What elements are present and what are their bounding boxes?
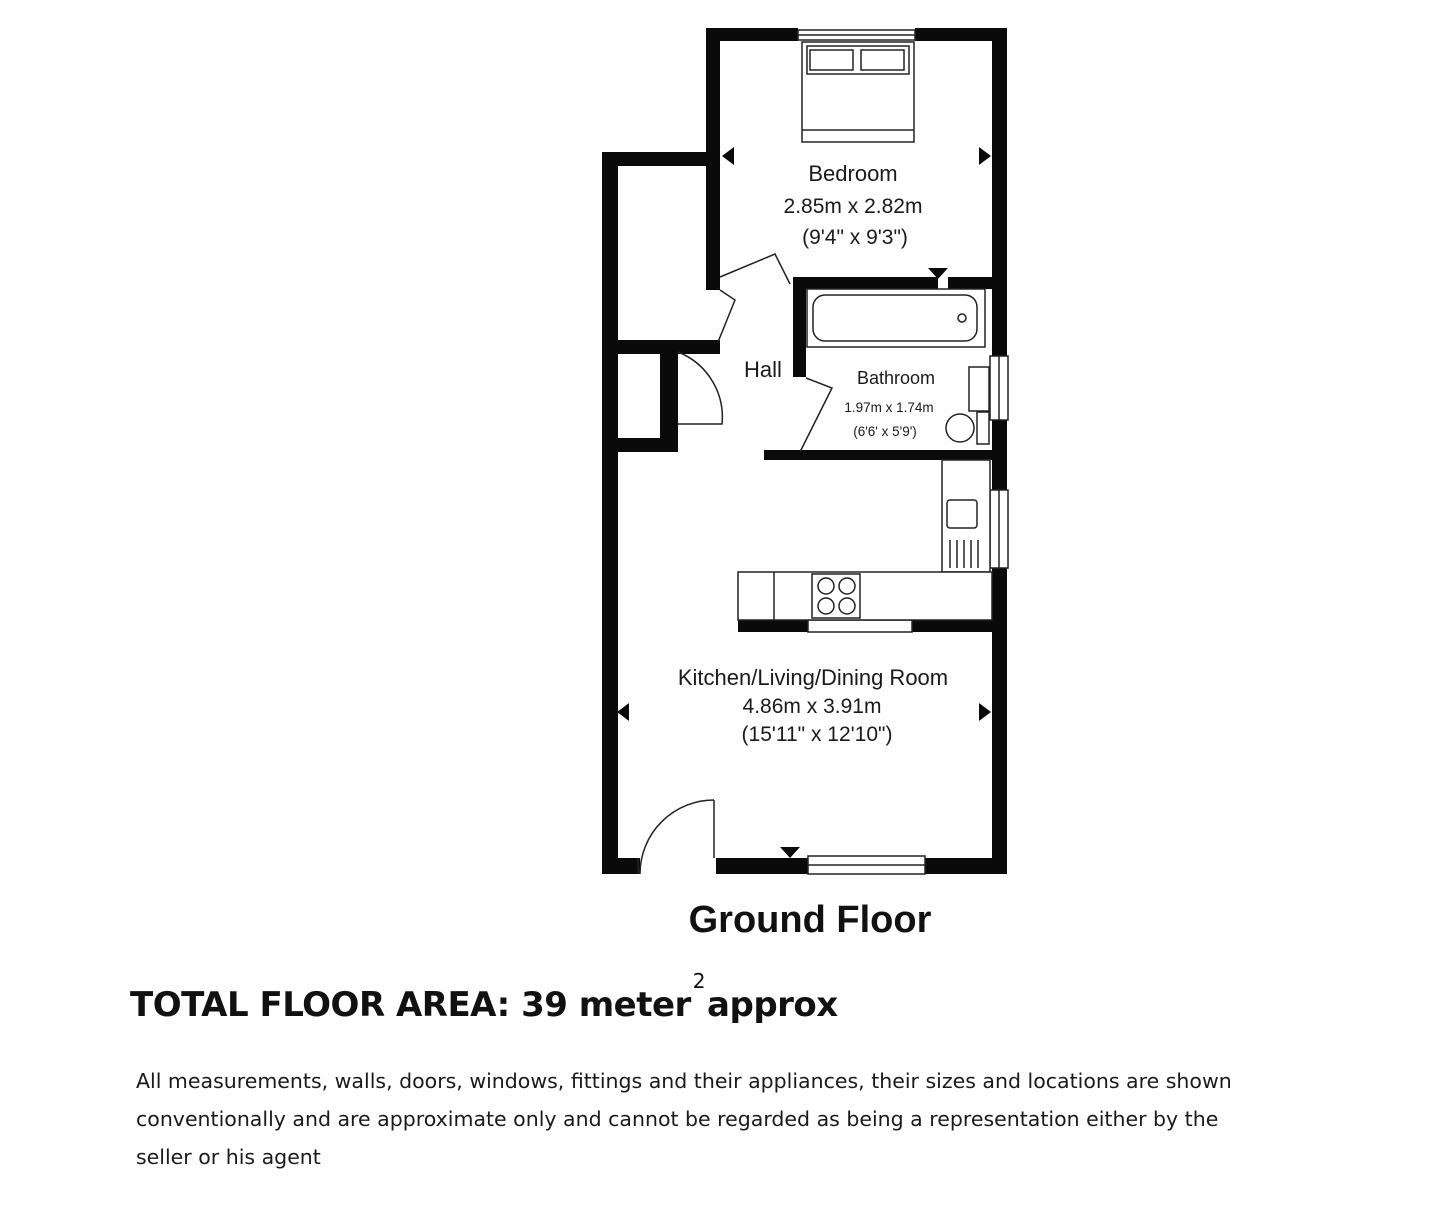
total-floor-area <box>130 969 1030 1025</box>
bathroom-imperial: (6'6' x 5'9') <box>853 424 917 439</box>
bathroom-door <box>800 378 832 452</box>
arrow-icon <box>722 147 734 165</box>
floor-title: Ground Floor <box>688 899 932 940</box>
bathroom-label <box>844 368 935 439</box>
bathroom-metric: 1.97m x 1.74m <box>844 400 934 415</box>
dimension-markers <box>617 147 991 858</box>
living-metric: 4.86m x 3.91m <box>742 695 882 718</box>
kitchen-serving-opening <box>808 620 912 632</box>
bedroom-label <box>784 161 923 249</box>
area-suffix: approx <box>707 985 838 1025</box>
sink-icon <box>942 460 990 572</box>
hall-name: Hall <box>744 357 782 382</box>
bathroom-name: Bathroom <box>856 368 936 388</box>
floor-plan-panel <box>142 28 1292 940</box>
living-name: Kitchen/Living/Dining Room <box>677 665 949 690</box>
bedroom-door-swing <box>718 290 735 342</box>
bedroom-metric: 2.85m x 2.82m <box>783 195 923 218</box>
floor-plan-diagram <box>142 28 1292 940</box>
walls <box>602 28 1007 874</box>
bathtub-icon <box>807 289 985 347</box>
bed-icon <box>802 42 914 142</box>
toilet-icon <box>946 367 989 444</box>
arrow-icon <box>979 703 991 721</box>
disclaimer-text: All measurements, walls, doors, windows, fittings and their appliances, their sizes and locations are shown conventionally and are approximate only and cannot be regarded as being a representation either by the seller or his agent <box>136 1069 1232 1169</box>
arrow-icon <box>780 847 800 858</box>
living-imperial: (15'11" x 12'10") <box>741 723 893 746</box>
kitchen-counter <box>738 572 992 620</box>
bedroom-imperial: (9'4" x 9'3") <box>802 226 908 249</box>
area-prefix: TOTAL FLOOR AREA: 39 meter <box>130 985 691 1025</box>
closet-door <box>678 352 722 424</box>
arrow-icon <box>617 703 629 721</box>
bedroom-name: Bedroom <box>808 161 898 186</box>
living-label <box>678 665 948 746</box>
arrow-icon <box>979 147 991 165</box>
area-superscript: 2 <box>692 969 706 993</box>
bedroom-door <box>720 254 790 284</box>
front-door <box>640 800 714 874</box>
